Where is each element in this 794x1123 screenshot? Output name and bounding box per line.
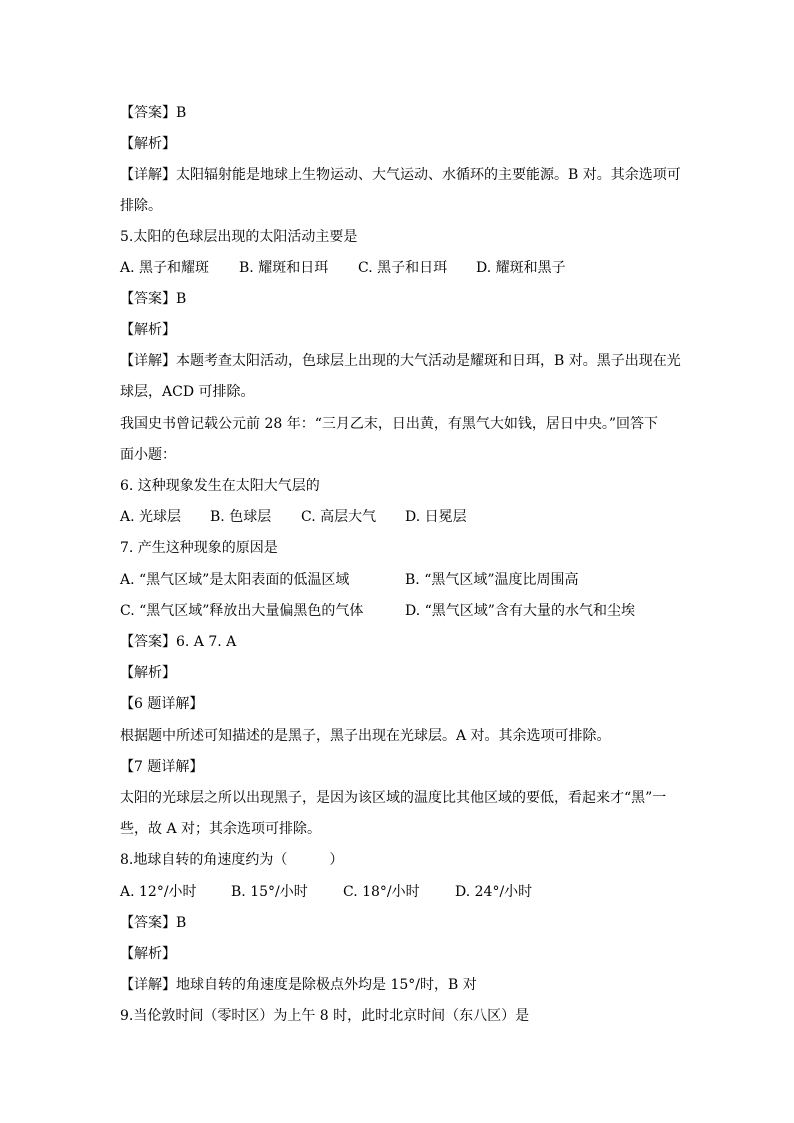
q8-option-b: B. 15°/小时 xyxy=(231,884,308,900)
q6-q7-analysis-label: 【解析】 xyxy=(120,665,176,681)
q4-analysis-label: 【解析】 xyxy=(120,136,176,152)
q5-detail-line-1: 【详解】本题考查太阳活动，色球层上出现的大气活动是耀斑和日珥，B 对。黑子出现在光 xyxy=(120,353,681,369)
q7-option-d: D. “黑气区域”含有大量的水气和尘埃 xyxy=(405,603,635,619)
q8-detail: 【详解】地球自转的角速度是除极点外均是 15°/时，B 对 xyxy=(120,977,477,993)
q8-answer: 【答案】B xyxy=(120,915,187,931)
q7-detail-line-2: 些，故 A 对；其余选项可排除。 xyxy=(120,821,322,837)
q5-option-b: B. 耀斑和日珥 xyxy=(239,260,329,276)
q8-option-c: C. 18°/小时 xyxy=(343,884,420,900)
q5-analysis-label: 【解析】 xyxy=(120,322,176,338)
q5-answer: 【答案】B xyxy=(120,291,187,307)
intro-line-1: 我国史书曾记载公元前 28 年：“三月乙末，日出黄，有黑气大如钱，居日中央。”回答下 xyxy=(120,416,659,432)
q8-stem: 8.地球自转的角速度约为（ ） xyxy=(120,852,344,868)
q4-answer: 【答案】B xyxy=(120,105,187,121)
q6-detail: 根据题中所述可知描述的是黑子，黑子出现在光球层。A 对。其余选项可排除。 xyxy=(120,728,611,744)
q6-option-b: B. 色球层 xyxy=(210,509,272,525)
q7-detail-label: 【7 题详解】 xyxy=(120,759,204,775)
q8-analysis-label: 【解析】 xyxy=(120,946,176,962)
q8-option-a: A. 12°/小时 xyxy=(120,884,197,900)
intro-line-2: 面小题： xyxy=(120,447,176,463)
q7-option-c: C. “黑气区域”释放出大量偏黑色的气体 xyxy=(120,603,364,619)
q7-stem: 7. 产生这种现象的原因是 xyxy=(120,540,278,556)
q5-detail-line-2: 球层，ACD 可排除。 xyxy=(120,384,255,400)
q5-option-c: C. 黑子和日珥 xyxy=(358,260,448,276)
q5-option-a: A. 黑子和耀斑 xyxy=(120,260,210,276)
q6-option-a: A. 光球层 xyxy=(120,509,182,525)
q6-detail-label: 【6 题详解】 xyxy=(120,696,204,712)
q7-detail-line-1: 太阳的光球层之所以出现黑子，是因为该区域的温度比其他区域的要低，看起来才“黑”一 xyxy=(120,790,667,806)
q6-option-c: C. 高层大气 xyxy=(301,509,377,525)
q8-option-d: D. 24°/小时 xyxy=(455,884,533,900)
q5-stem: 5.太阳的色球层出现的太阳活动主要是 xyxy=(120,229,358,245)
q5-option-d: D. 耀斑和黑子 xyxy=(476,260,566,276)
q6-q7-answer: 【答案】6. A 7. A xyxy=(120,634,237,650)
q9-stem: 9.当伦敦时间（零时区）为上午 8 时，此时北京时间（东八区）是 xyxy=(120,1008,530,1024)
q7-option-a: A. “黑气区域”是太阳表面的低温区域 xyxy=(120,572,350,588)
q7-option-b: B. “黑气区域”温度比周围高 xyxy=(405,572,579,588)
q4-detail-line-1: 【详解】太阳辐射能是地球上生物运动、大气运动、水循环的主要能源。B 对。其余选项可 xyxy=(120,167,681,183)
q4-detail-line-2: 排除。 xyxy=(120,198,162,214)
q6-option-d: D. 日冕层 xyxy=(405,509,467,525)
q6-stem: 6. 这种现象发生在太阳大气层的 xyxy=(120,478,320,494)
